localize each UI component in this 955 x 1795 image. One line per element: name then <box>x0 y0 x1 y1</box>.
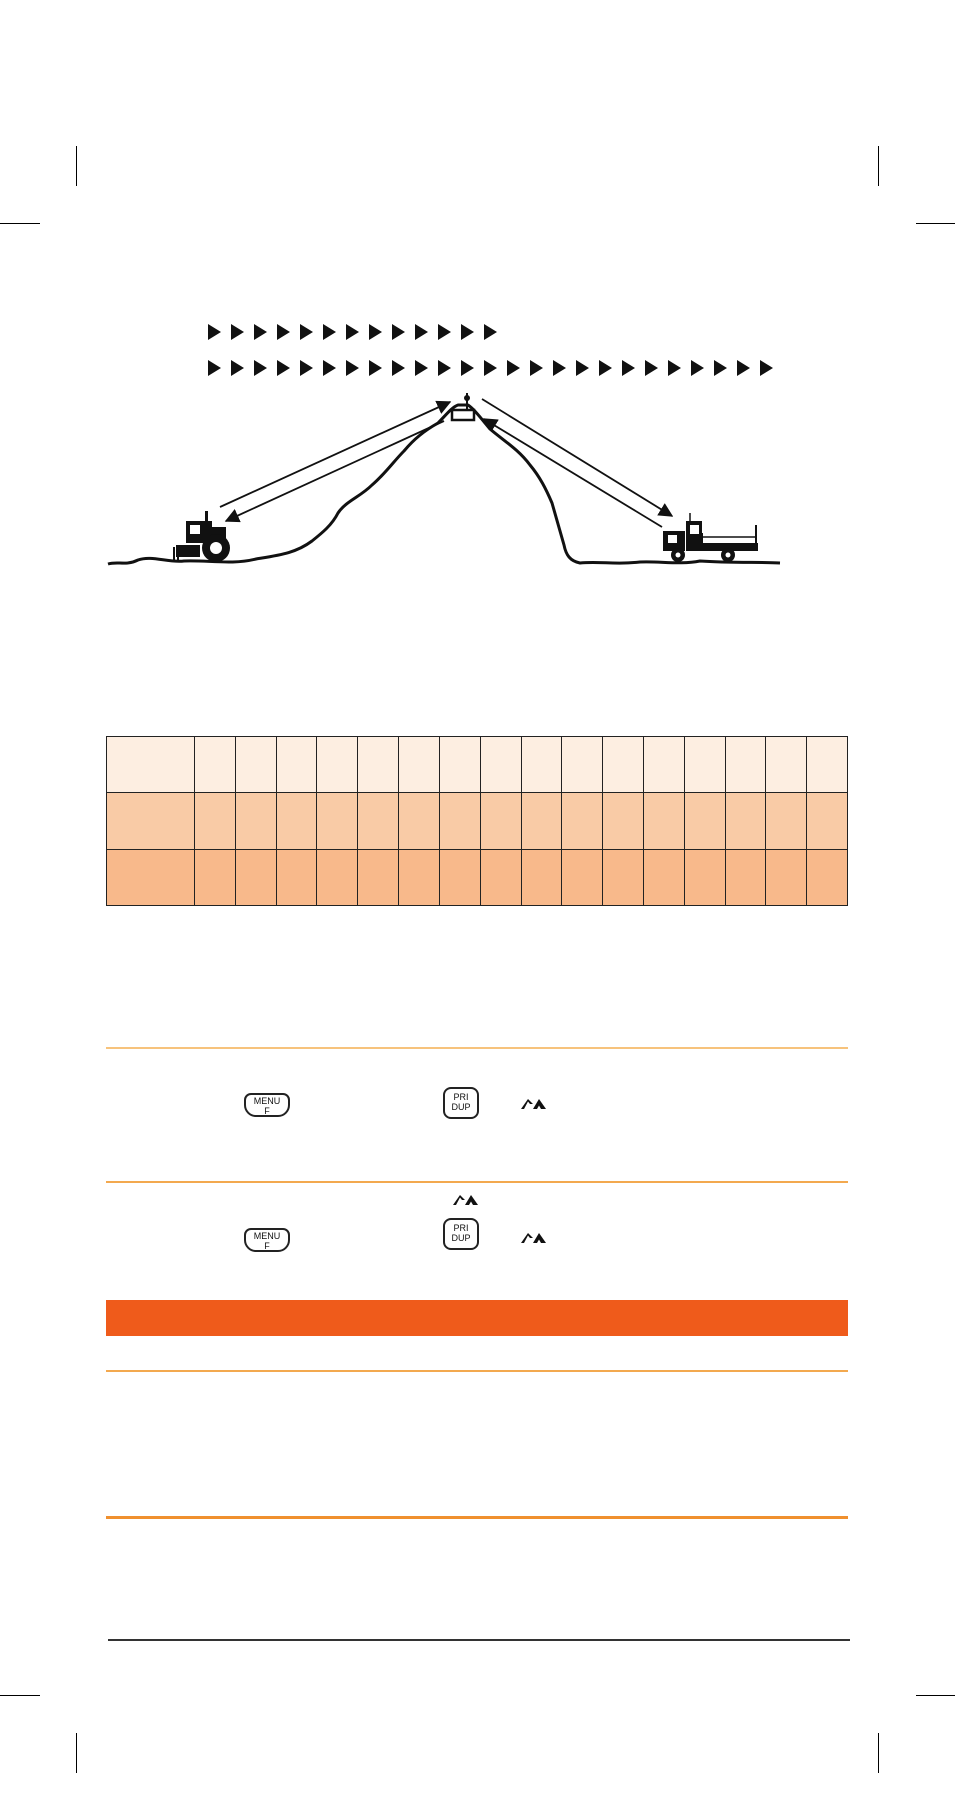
triangle-arrow-icon <box>346 324 359 340</box>
triangle-arrow-icon <box>668 360 681 376</box>
triangle-arrow-icon <box>461 324 474 340</box>
triangle-arrow-icon <box>300 360 313 376</box>
triangle-arrow-icon <box>231 324 244 340</box>
table-cell <box>725 793 766 850</box>
table-cell <box>276 793 317 850</box>
triangle-arrow-icon <box>323 360 336 376</box>
menu-key-bottom-label: F <box>264 1241 270 1251</box>
table-cell <box>603 850 644 906</box>
table-row-header-cell <box>107 737 195 793</box>
menu-f-key[interactable] <box>244 1228 290 1252</box>
table-cell <box>562 850 603 906</box>
triangle-arrow-icon <box>277 324 290 340</box>
table-cell <box>562 737 603 793</box>
section-rule-3 <box>106 1370 848 1372</box>
table-cell <box>439 737 480 793</box>
triangle-arrow-icon <box>369 360 382 376</box>
crop-mark-top-right-v <box>878 146 879 186</box>
triangle-arrow-icon <box>300 324 313 340</box>
pri-key-bottom-label: DUP <box>451 1233 471 1243</box>
triangle-arrow-icon <box>438 324 451 340</box>
crop-mark-top-left-v <box>76 146 77 186</box>
triangle-arrow-icon <box>208 360 221 376</box>
table-cell <box>521 737 562 793</box>
triangle-arrow-icon <box>415 360 428 376</box>
table-cell <box>643 850 684 906</box>
table-cell <box>195 737 236 793</box>
table-cell <box>643 737 684 793</box>
table-cell <box>603 793 644 850</box>
table-cell <box>195 793 236 850</box>
duplex-arrow-icon <box>451 1192 481 1208</box>
triangle-arrow-icon <box>737 360 750 376</box>
triangle-arrow-icon <box>484 360 497 376</box>
menu-f-key[interactable] <box>244 1093 290 1117</box>
triangle-arrow-icon <box>392 360 405 376</box>
table-cell <box>521 850 562 906</box>
table-cell <box>643 793 684 850</box>
arrow-row-long <box>0 355 955 385</box>
table-cell <box>235 850 276 906</box>
menu-key-bottom-label: F <box>264 1106 270 1116</box>
table-cell <box>235 737 276 793</box>
table-cell <box>684 737 725 793</box>
crop-mark-top-right-h <box>916 223 955 224</box>
repeater-illustration <box>0 385 955 585</box>
section-rule-4 <box>106 1516 848 1519</box>
table-cell <box>317 850 358 906</box>
table-cell <box>684 850 725 906</box>
crop-mark-bottom-right-h <box>916 1695 955 1696</box>
table-cell <box>562 793 603 850</box>
table-cell <box>235 793 276 850</box>
table-cell <box>399 737 440 793</box>
pri-dup-key[interactable] <box>443 1087 479 1119</box>
triangle-arrow-icon <box>208 324 221 340</box>
triangle-arrow-icon <box>622 360 635 376</box>
table-cell <box>317 793 358 850</box>
table-cell <box>480 850 521 906</box>
crop-mark-top-left-h <box>0 223 40 224</box>
triangle-arrow-icon <box>323 324 336 340</box>
frequency-table <box>106 736 848 906</box>
menu-key-top-label: MENU <box>253 1231 281 1241</box>
table-cell <box>439 850 480 906</box>
triangle-arrow-icon <box>507 360 520 376</box>
triangle-arrow-icon <box>599 360 612 376</box>
section-rule-1 <box>106 1047 848 1049</box>
orange-banner <box>106 1300 848 1336</box>
table-cell <box>358 793 399 850</box>
table-cell <box>358 737 399 793</box>
triangle-arrow-icon <box>484 324 497 340</box>
duplex-arrow-icon <box>519 1230 549 1246</box>
triangle-arrow-icon <box>392 324 405 340</box>
triangle-arrow-icon <box>553 360 566 376</box>
table-row-header-cell <box>107 793 195 850</box>
table-cell <box>766 793 807 850</box>
table-cell <box>766 737 807 793</box>
triangle-arrow-icon <box>415 324 428 340</box>
table-cell <box>807 850 848 906</box>
arrow-row-short <box>0 319 955 349</box>
table-cell <box>276 737 317 793</box>
triangle-arrow-icon <box>530 360 543 376</box>
table-cell <box>807 737 848 793</box>
crop-mark-bottom-right-v <box>878 1733 879 1773</box>
table-cell <box>521 793 562 850</box>
triangle-arrow-icon <box>231 360 244 376</box>
crop-mark-bottom-left-v <box>76 1733 77 1773</box>
table-cell <box>399 793 440 850</box>
section-rule-2 <box>106 1181 848 1183</box>
truck-icon <box>663 513 758 562</box>
table-row-header-cell <box>107 850 195 906</box>
table-cell <box>439 793 480 850</box>
triangle-arrow-icon <box>645 360 658 376</box>
table-cell <box>480 793 521 850</box>
table-cell <box>684 793 725 850</box>
table-row <box>107 793 848 850</box>
table-cell <box>725 850 766 906</box>
triangle-arrow-icon <box>760 360 773 376</box>
table-cell <box>766 850 807 906</box>
triangle-arrow-icon <box>369 324 382 340</box>
duplex-arrow-icon <box>519 1096 549 1112</box>
triangle-arrow-icon <box>691 360 704 376</box>
table-cell <box>480 737 521 793</box>
pri-dup-key[interactable] <box>443 1218 479 1250</box>
triangle-arrow-icon <box>254 360 267 376</box>
triangle-arrow-icon <box>576 360 589 376</box>
triangle-arrow-icon <box>277 360 290 376</box>
pri-key-top-label: PRI <box>453 1092 469 1102</box>
table-cell <box>195 850 236 906</box>
crop-mark-bottom-left-h <box>0 1695 40 1696</box>
table-cell <box>603 737 644 793</box>
table-cell <box>276 850 317 906</box>
table-cell <box>807 793 848 850</box>
triangle-arrow-icon <box>461 360 474 376</box>
footer-rule <box>108 1639 850 1641</box>
table-cell <box>399 850 440 906</box>
table-cell <box>317 737 358 793</box>
triangle-arrow-icon <box>346 360 359 376</box>
pri-key-top-label: PRI <box>453 1223 469 1233</box>
tractor-icon <box>174 511 230 562</box>
table-cell <box>725 737 766 793</box>
triangle-arrow-icon <box>254 324 267 340</box>
table-cell <box>358 850 399 906</box>
menu-key-top-label: MENU <box>253 1096 281 1106</box>
triangle-arrow-icon <box>714 360 727 376</box>
table-row <box>107 737 848 793</box>
table-row <box>107 850 848 906</box>
triangle-arrow-icon <box>438 360 451 376</box>
pri-key-bottom-label: DUP <box>451 1102 471 1112</box>
